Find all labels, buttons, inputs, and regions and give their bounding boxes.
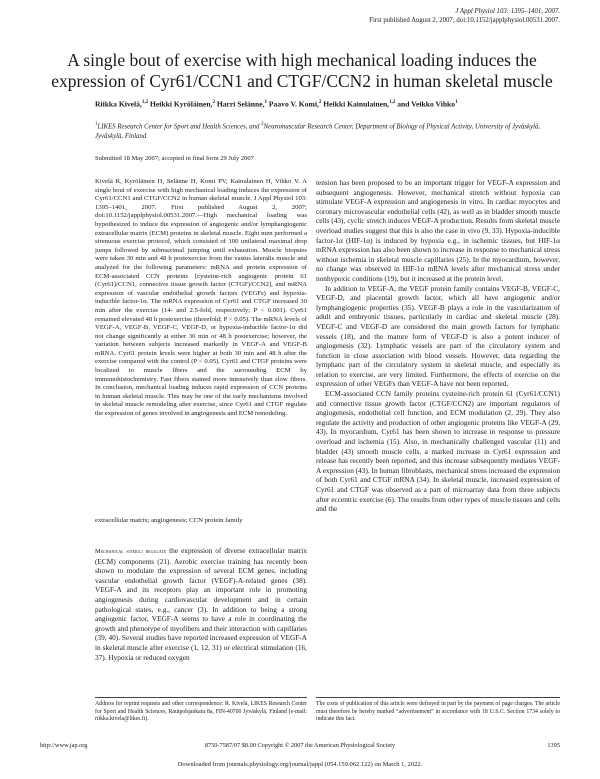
body-paragraph: tension has been proposed to be an important trigger for VEGF-A expression and subsequent angiogenesis. However, mechanical stretch without hypoxia can stimulate VEGF-A expression and angiogenesis in vitro. In cardiac myocytes and coronary microvascular endothelial cells (42), as well as in bladder smooth muscle cells (43), cyclic stretch induces VEGF-A production. Results from skeletal muscle overload studies suggest that this is also the case in vivo (9, 33). Hypoxia-inducible factor-1α (HIF-1α) is induced by hypoxia e.g., in ischemic tissues, but HIF-1α mRNA expression has also been shown to increase in response to mechanical stress without ischemia in skeletal muscle capillaries (25). In the myocardium, however, no change was observed in HIF-1α mRNA levels after mechanical stress under nonhypoxic conditions (19), but it increased at the protein level. [316, 178, 560, 283]
affiliations: $^1$LIKES Research Center for Sport and Health Sciences, and $^2$Neuromuscular Research Center, Department of Biology of Physical Activity, University of Jyväskylä, Jyväskylä, Finland [95, 122, 541, 140]
body-paragraph: In addition to VEGF-A, the VEGF protein family contains VEGF-B, VEGF-C, VEGF-D, and placental growth factor, which all have angiogenic and/or lymphangiogenic properties (35). VEGF-B plays a role in the vascularization of adult and embryonic tissues, particularly in cardiac and skeletal muscle (28). VEGF-C and VEGF-D are considered the main growth factors for lymphatic vessels (18), and the mature form of VEGF-D is also a potent inducer of angiogenesis (32). Lymphatic vessels are part of the circulatory system and function in close association with blood vessels. However, data regarding the lymphatic part of the circulatory system in skeletal muscle, and especially its relation to exercise, are very limited. Furthermore, the effects of exercise on the expression of other VEGFs than VEGF-A have not been reported. [316, 283, 560, 389]
footnote-divider [95, 697, 307, 698]
intro-text: the expression of diverse extracellular matrix (ECM) components (21). Aerobic exercise training has recently been shown to modulate the expression of several ECM genes, including vascular endothelial growth factor (VEGF)-A-related genes (38). VEGF-A and its receptors play an important role in promoting angiogenesis during cardiovascular development and in certain pathological states, e.g., cancer (3). In addition to being a strong angiogenic factor, VEGF-A seems to have a role in coordinating the growth and phenotype of myofibers and their interaction with capillaries (39, 40). Several studies have reported increased expression of VEGF-A in skeletal muscle after exercise (1, 12, 31) or electrical stimulation (16, 37). Hypoxia or reduced oxygen [95, 546, 307, 662]
footnote-divider [316, 697, 560, 698]
journal-header [369, 8, 560, 25]
intro-paragraph [95, 546, 307, 662]
copyright-line: 8750-7587/07 $8.00 Copyright © 2007 the American Physiological Society [204, 742, 396, 749]
keywords: extracellular matrix; angiogenesis; CCN protein family [95, 517, 243, 524]
submission-dates: Submitted 18 May 2007; accepted in final form 29 July 2007 [95, 155, 254, 162]
article-title: A single bout of exercise with high mechanical loading induces the expression of Cyr61/CCN1 and CTGF/CCN2 in human skeletal muscle [51, 50, 553, 91]
author-list: Riikka Kivelä,$^{1,2}$ Heikki Kyröläinen,$^2$ Harri Selänne,$^1$ Paavo V. Komi,$^2$ Heikki Kainulainen,$^{1,2}$ and Veikko Vihko$^1$ [95, 99, 458, 109]
right-column [316, 178, 560, 514]
download-notice: Downloaded from journals.physiology.org/journal/jappl (054.159.062.122) on March 1, 2022. [177, 761, 423, 768]
abstract: Kivelä R, Kyröläinen H, Selänne H, Komi PV, Kainulainen H, Vihko V. A single bout of exercise with high mechanical loading induces the expression of Cyr61/CCN1 and CTGF/CCN2 in human skeletal muscle. J Appl Physiol 103: 1395–1401, 2007. First published August 2, 2007; doi:10.1152/japplphysiol.00531.2007.—High mechanical loading was hypothesized to induce the expression of angiogenic and/or lymphangiogenic extracellular matrix (ECM) proteins in skeletal muscle. Eight men performed a strenuous exercise protocol, which consisted of 100 unilateral maximal drop jumps followed by submaximal jumping until exhaustion. Muscle biopsies were taken 30 min and 48 h postexercise from the vastus lateralis muscle and analyzed for the following parameters: mRNA and protein expression of ECM-associated CCN proteins [cysteine-rich angiogenic protein 61 (Cyr61)/CCN1, connective tissue growth factor (CTGF)/CCN2], and mRNA expression of vascular endothelial growth factors (VEGFs) and hypoxia-inducible factor-1α. The mRNA expression of Cyr61 and CTGF increased 30 min after the exercise (14- and 2.5-fold, respectively; P < 0.001). Cyr61 remained elevated 48 h postexercise (threefold; P < 0.05). The mRNA levels of VEGF-A, VEGF-B, VEGF-C, VEGF-D, or hypoxia-inducible factor-1α did not change significantly at either 30 min or 48 h postexercise; however, the variation between subjects increased markedly in VEGF-A and VEGF-B mRNA. Cyr61 protein levels were higher at both 30 min and 48 h after the exercise compared with the control (P < 0.05). Cyr61 and CTGF proteins were localized to muscle fibers and the surrounding ECM by immunohistochemistry. Fast fibers stained more intensively than slow fibers. In conclusion, mechanical loading induces rapid expression of CCN proteins in human skeletal muscle. This may be one of the early mechanisms involved in skeletal muscle remodeling after exercise, since Cyr61 and CTGF regulate the expression of genes involved in angiogenesis and ECM remodeling. [95, 178, 307, 418]
page-number: 1395 [547, 742, 560, 749]
page-footer [40, 741, 560, 751]
journal-url-link[interactable]: http://www.jap.org [40, 742, 88, 749]
footnote-costs: The costs of publication of this article were defrayed in part by the payment of page charges. The article must therefore be hereby marked “advertisement” in accordance with 18 U.S.C. Section 1734 solely to indicate this fact. [316, 701, 560, 722]
doi-line: First published August 2, 2007; doi:10.1152/japplphysiol.00531.2007. [369, 16, 560, 24]
body-paragraph: ECM-associated CCN family proteins cysteine-rich protein 61 (Cyr61/CCN1) and connective tissue growth factor (CTGF/CCN2) are important regulators of angiogenesis, endothelial cell function, and ECM modulation (2, 29). They also regulate the activity and production of other angiogenic proteins like VEGF-A (29, 43). In myocardium, Cyr61 has been shown to increase in response to pressure overload and ischemia (15). Also, in mechanically challenged vascular (11) and bladder (43) smooth muscle cells, a marked increase in Cyr61 expression and release has recently been reported, and this increase subsequently mediates VEGF-A expression (43). In human fibroblasts, mechanical stress increased the expression of both Cyr61 and CTGF mRNA (34). In skeletal muscle, increased expression of Cyr61 and CTGF was observed as a part of microarray data from three subjects after eccentric exercise (6). The results from other types of muscle tissues and cells and the [316, 389, 560, 514]
intro-lead: Mechanical stimuli regulate [95, 548, 167, 555]
journal-citation: J Appl Physiol 103: 1395–1401, 2007. [455, 8, 560, 15]
footnote-address: Address for reprint requests and other correspondence: R. Kivelä, LIKES Research Center for Sport and Health Sciences, Rautpohjankatu 8a, FIN-40700 Jyväskylä, Finland (e-mail: riikka.kivela@likes.fi). [95, 701, 307, 722]
